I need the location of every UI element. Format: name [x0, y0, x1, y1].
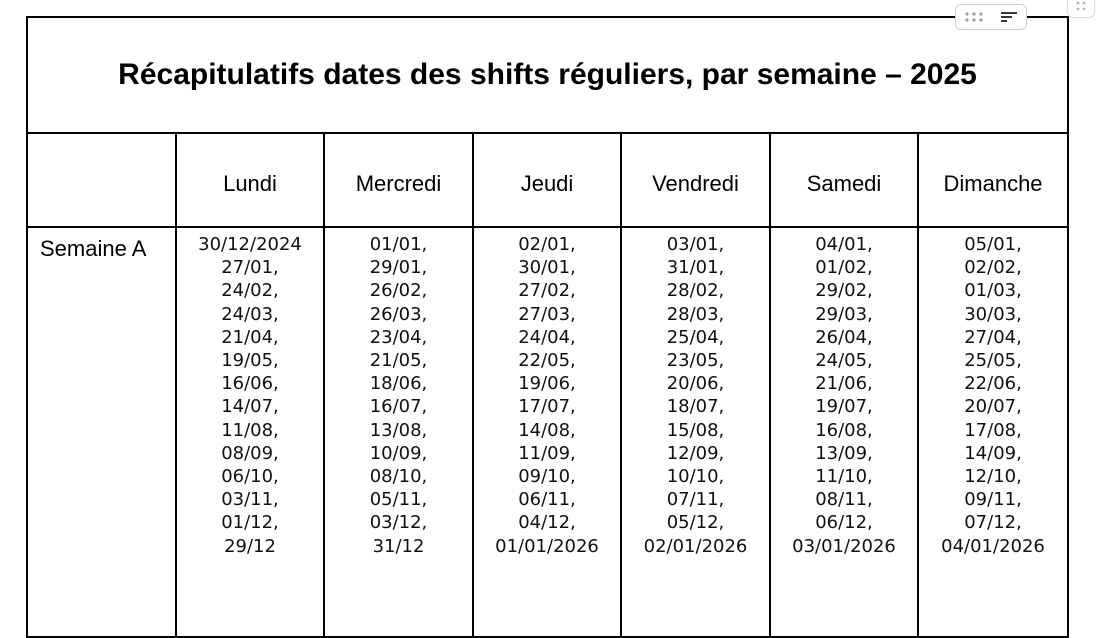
title-row: [27, 17, 1068, 133]
date-entry: 23/05,: [666, 350, 725, 372]
date-entry: 12/10,: [964, 466, 1022, 488]
day-header-vendredi[interactable]: Vendredi: [621, 133, 770, 227]
drag-handle-icon[interactable]: [964, 10, 984, 24]
header-row: [27, 133, 1068, 227]
date-cell-dimanche[interactable]: [918, 227, 1068, 637]
date-entry: 01/01,: [369, 234, 428, 255]
date-entry: 27/01,: [221, 257, 279, 279]
date-entry: 03/01,: [666, 234, 725, 255]
date-entry: 09/10,: [518, 466, 576, 488]
date-entry: 01/03,: [964, 280, 1022, 302]
date-cell-vendredi[interactable]: [621, 227, 770, 637]
date-cell-lundi[interactable]: [176, 227, 324, 637]
date-entry: 14/09,: [964, 442, 1022, 464]
date-entry: 17/08,: [964, 419, 1022, 441]
date-entry: 18/07,: [666, 396, 725, 418]
date-entry: 13/09,: [815, 442, 873, 464]
date-entry: 16/08,: [815, 419, 873, 441]
day-header-dimanche[interactable]: Dimanche: [918, 133, 1068, 227]
date-entry: 16/06,: [221, 373, 279, 395]
date-entry: 29/02,: [815, 280, 873, 302]
table-title[interactable]: Récapitulatifs dates des shifts réguliers, par semaine – 2025: [27, 17, 1068, 133]
date-entry: 04/01,: [815, 234, 873, 255]
schedule-table: [26, 16, 1069, 638]
date-entry: 08/09,: [221, 442, 279, 464]
date-entry: 30/01,: [518, 257, 576, 279]
date-entry: 04/01/2026: [941, 535, 1045, 557]
date-entry: 01/01/2026: [495, 535, 599, 557]
date-entry: 05/11,: [369, 489, 428, 511]
date-entry: 26/02,: [369, 280, 428, 302]
date-entry: 27/02,: [518, 280, 576, 302]
block-handle-icon[interactable]: [1067, 0, 1095, 18]
date-entry: 04/12,: [518, 512, 576, 534]
date-entry: 24/03,: [221, 303, 279, 325]
date-entry: 16/07,: [369, 396, 428, 418]
date-entry: 08/11,: [815, 489, 873, 511]
table-row: [27, 227, 1068, 637]
date-entry: 24/05,: [815, 350, 873, 372]
date-entry: 06/12,: [815, 512, 873, 534]
date-entry: 24/04,: [518, 326, 576, 348]
date-entry: 25/05,: [964, 350, 1022, 372]
date-entry: 03/12,: [369, 512, 428, 534]
date-entry: 08/10,: [369, 466, 428, 488]
date-entry: 24/02,: [221, 280, 279, 302]
date-cell-jeudi[interactable]: [473, 227, 621, 637]
corner-cell[interactable]: [27, 133, 176, 227]
date-entry: 01/12,: [221, 512, 279, 534]
date-entry: 09/11,: [964, 489, 1022, 511]
date-entry: 11/10,: [815, 466, 873, 488]
date-entry: 03/01/2026: [792, 535, 896, 557]
date-entry: 22/05,: [518, 350, 576, 372]
date-entry: 20/07,: [964, 396, 1022, 418]
date-entry: 21/06,: [815, 373, 873, 395]
date-entry: 14/08,: [518, 419, 576, 441]
date-entry: 29/03,: [815, 303, 873, 325]
date-entry: 02/01/2026: [643, 535, 748, 557]
sort-lines-icon[interactable]: [1000, 10, 1018, 24]
day-header-jeudi[interactable]: Jeudi: [473, 133, 621, 227]
date-entry: 01/02,: [815, 257, 873, 279]
date-entry: 21/05,: [369, 350, 428, 372]
date-entry: 07/12,: [964, 512, 1022, 534]
schedule-table-container: [26, 16, 1067, 636]
date-entry: 17/07,: [518, 396, 576, 418]
date-entry: 10/10,: [666, 466, 725, 488]
date-entry: 02/01,: [518, 234, 576, 255]
date-cell-mercredi[interactable]: [324, 227, 473, 637]
date-entry: 05/01,: [964, 234, 1022, 255]
date-entry: 11/09,: [518, 442, 576, 464]
table-toolbar: [955, 4, 1027, 30]
date-entry: 26/03,: [369, 303, 428, 325]
date-entry: 03/11,: [221, 489, 279, 511]
date-entry: 06/11,: [518, 489, 576, 511]
date-entry: 26/04,: [815, 326, 873, 348]
date-entry: 07/11,: [666, 489, 725, 511]
date-entry: 29/01,: [369, 257, 428, 279]
date-entry: 28/02,: [666, 280, 725, 302]
date-entry: 05/12,: [666, 512, 725, 534]
date-entry: 27/04,: [964, 326, 1022, 348]
date-entry: 18/06,: [369, 373, 428, 395]
date-entry: 15/08,: [666, 419, 725, 441]
date-entry: 19/06,: [518, 373, 576, 395]
date-entry: 25/04,: [666, 326, 725, 348]
date-entry: 12/09,: [666, 442, 725, 464]
day-header-samedi[interactable]: Samedi: [770, 133, 918, 227]
day-header-lundi[interactable]: Lundi: [176, 133, 324, 227]
date-entry: 28/03,: [666, 303, 725, 325]
date-entry: 30/12/2024: [198, 234, 302, 255]
date-entry: 21/04,: [221, 326, 279, 348]
date-entry: 02/02,: [964, 257, 1022, 279]
date-entry: 06/10,: [221, 466, 279, 488]
date-entry: 10/09,: [369, 442, 428, 464]
week-label[interactable]: Semaine A: [27, 227, 176, 637]
date-entry: 19/05,: [221, 350, 279, 372]
date-entry: 23/04,: [369, 326, 428, 348]
date-entry: 29/12: [224, 535, 276, 557]
date-entry: 11/08,: [221, 419, 279, 441]
date-entry: 22/06,: [964, 373, 1022, 395]
date-entry: 14/07,: [221, 396, 279, 418]
date-entry: 19/07,: [815, 396, 873, 418]
date-entry: 27/03,: [518, 303, 576, 325]
date-entry: 31/01,: [666, 257, 725, 279]
date-cell-samedi[interactable]: [770, 227, 918, 637]
date-entry: 30/03,: [964, 303, 1022, 325]
day-header-mercredi[interactable]: Mercredi: [324, 133, 473, 227]
date-entry: 20/06,: [666, 373, 725, 395]
date-entry: 13/08,: [369, 419, 428, 441]
date-entry: 31/12: [372, 535, 425, 557]
